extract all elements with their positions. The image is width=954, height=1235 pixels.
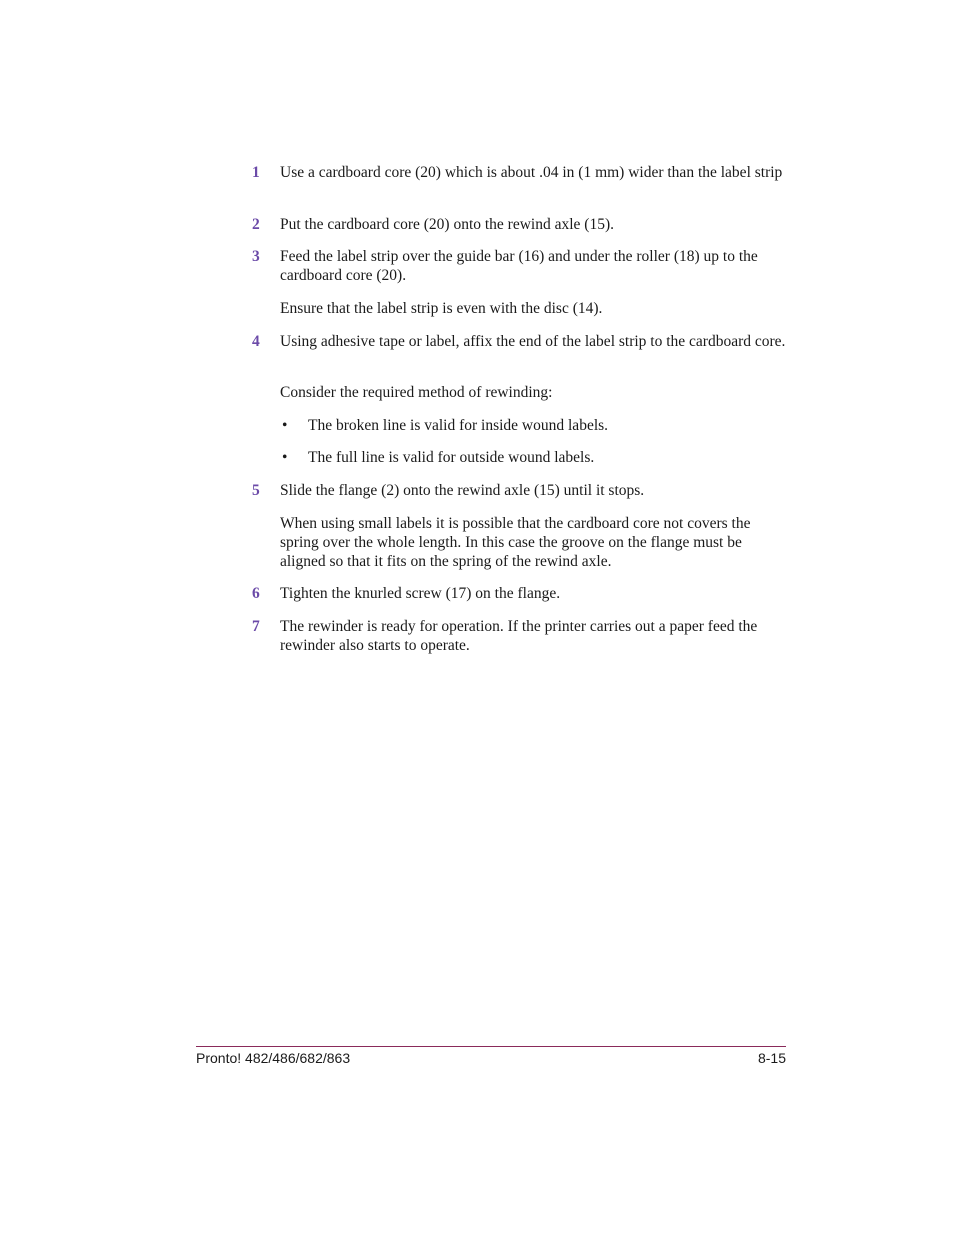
step-text: Using adhesive tape or label, affix the end of the label strip to the cardboard core. — [280, 333, 786, 350]
step-4-note: Consider the required method of rewinding: — [280, 384, 553, 401]
step-text: Put the cardboard core (20) onto the rewind axle (15). — [280, 216, 614, 233]
bullet-icon: • — [282, 449, 288, 466]
step-number: 2 — [252, 216, 260, 233]
bullet-text: The full line is valid for outside wound labels. — [308, 449, 595, 466]
footer-divider — [196, 1046, 786, 1047]
step-number: 6 — [252, 585, 260, 602]
step-text: Slide the flange (2) onto the rewind axle (15) until it stops. — [280, 482, 645, 499]
bullet-text: The broken line is valid for inside wound labels. — [308, 417, 609, 434]
step-number: 3 — [252, 248, 260, 265]
step-text: Feed the label strip over the guide bar (16) and under the roller (18) up to the cardboard core (20). — [280, 248, 758, 284]
step-text: Use a cardboard core (20) which is about .04 in (1 mm) wider than the label strip — [280, 164, 783, 181]
step-number: 7 — [252, 618, 260, 635]
footer-product-name: Pronto! 482/486/682/863 — [196, 1050, 351, 1066]
step-number: 1 — [252, 164, 260, 181]
step-5-note: When using small labels it is possible that the cardboard core not covers the spring over the whole length. In this case the groove on the flange must be aligned so that it fits on the spring of the rewind axle. — [280, 515, 751, 570]
step-text: Tighten the knurled screw (17) on the flange. — [280, 585, 561, 602]
footer-page-number: 8-15 — [757, 1050, 786, 1066]
step-number: 4 — [252, 333, 260, 350]
bullet-icon: • — [282, 417, 288, 434]
step-text: The rewinder is ready for operation. If the printer carries out a paper feed the rewinder also starts to operate. — [280, 618, 758, 654]
step-3-note: Ensure that the label strip is even with the disc (14). — [280, 300, 603, 317]
step-number: 5 — [252, 482, 260, 499]
